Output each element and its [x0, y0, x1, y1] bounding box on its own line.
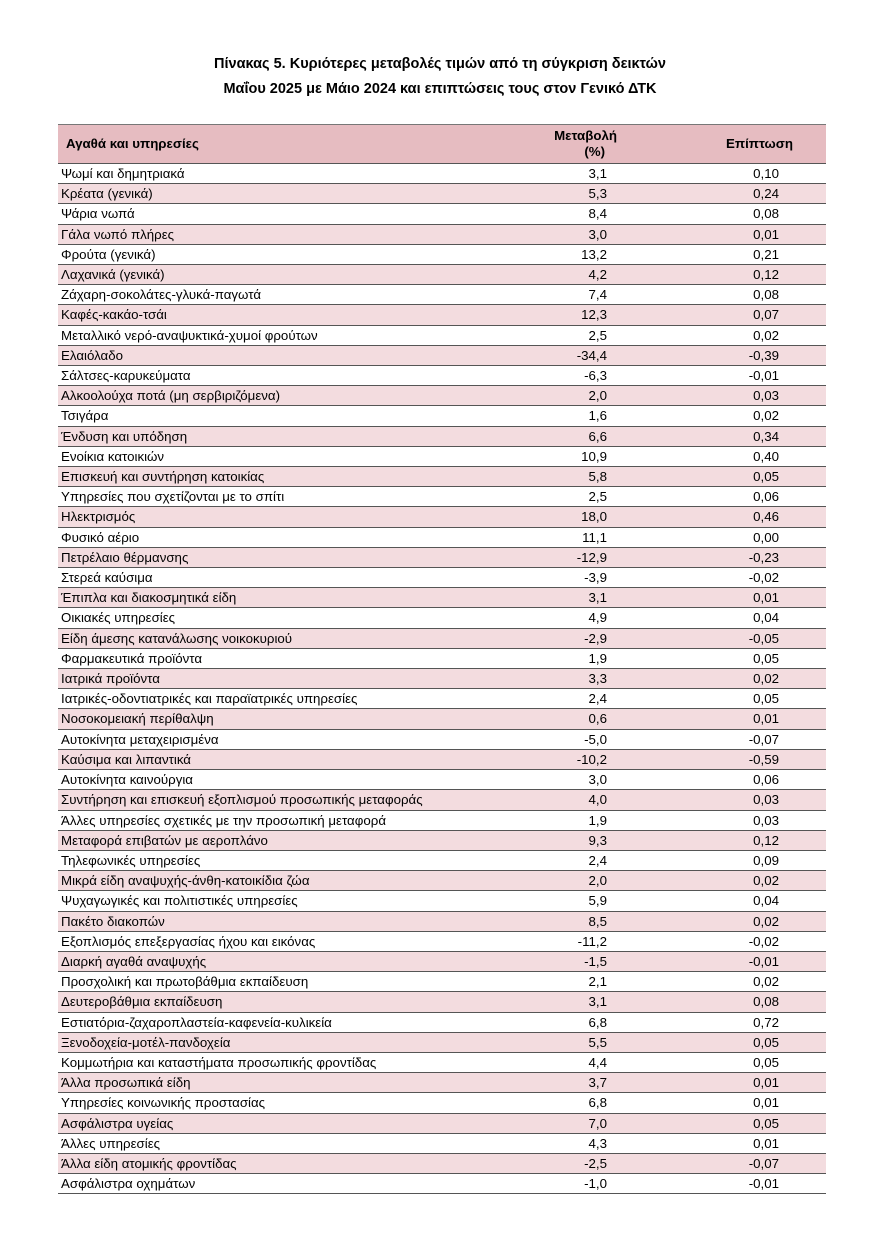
impact-cell: 0,07: [687, 305, 826, 325]
table-row: [58, 628, 826, 648]
item-cell: Επισκευή και συντήρηση κατοικίας: [58, 467, 510, 487]
item-cell: Διαρκή αγαθά αναψυχής: [58, 951, 510, 971]
impact-cell: 0,02: [687, 325, 826, 345]
impact-cell: 0,46: [687, 507, 826, 527]
impact-cell: -0,23: [687, 547, 826, 567]
change-cell: 7,0: [510, 1113, 687, 1133]
impact-cell: -0,01: [687, 951, 826, 971]
impact-cell: 0,01: [687, 1073, 826, 1093]
item-cell: Καύσιμα και λιπαντικά: [58, 749, 510, 769]
change-cell: -6,3: [510, 366, 687, 386]
item-cell: Ιατρικές-οδοντιατρικές και παραϊατρικές υπηρεσίες: [58, 689, 510, 709]
change-cell: -2,5: [510, 1153, 687, 1173]
item-cell: Αλκοολούχα ποτά (μη σερβιριζόμενα): [58, 386, 510, 406]
change-cell: 7,4: [510, 285, 687, 305]
item-cell: Αυτοκίνητα καινούργια: [58, 770, 510, 790]
table-row: [58, 386, 826, 406]
item-cell: Υπηρεσίες που σχετίζονται με το σπίτι: [58, 487, 510, 507]
table-row: [58, 345, 826, 365]
item-cell: Πετρέλαιο θέρμανσης: [58, 547, 510, 567]
item-cell: Άλλες υπηρεσίες: [58, 1133, 510, 1153]
header-change-unit: (%): [584, 144, 605, 159]
change-cell: 6,8: [510, 1012, 687, 1032]
table-row: [58, 911, 826, 931]
item-cell: Ελαιόλαδο: [58, 345, 510, 365]
table-row: [58, 426, 826, 446]
item-cell: Φυσικό αέριο: [58, 527, 510, 547]
impact-cell: 0,01: [687, 588, 826, 608]
item-cell: Μεταλλικό νερό-αναψυκτικά-χυμοί φρούτων: [58, 325, 510, 345]
item-cell: Ενοίκια κατοικιών: [58, 446, 510, 466]
table-row: [58, 992, 826, 1012]
table-row: [58, 1052, 826, 1072]
change-cell: -34,4: [510, 345, 687, 365]
table-row: [58, 729, 826, 749]
price-changes-table: [58, 124, 826, 1194]
header-item: Αγαθά και υπηρεσίες: [58, 125, 510, 164]
impact-cell: -0,01: [687, 366, 826, 386]
change-cell: 3,0: [510, 770, 687, 790]
table-row: [58, 568, 826, 588]
table-row: [58, 669, 826, 689]
change-cell: 1,9: [510, 648, 687, 668]
impact-cell: 0,03: [687, 386, 826, 406]
item-cell: Συντήρηση και επισκευή εξοπλισμού προσωπικής μεταφοράς: [58, 790, 510, 810]
item-cell: Στερεά καύσιμα: [58, 568, 510, 588]
header-change-label: Μεταβολή: [554, 128, 617, 143]
change-cell: 4,9: [510, 608, 687, 628]
change-cell: -2,9: [510, 628, 687, 648]
change-cell: 6,8: [510, 1093, 687, 1113]
header-impact: Επίπτωση: [687, 125, 826, 164]
change-cell: 4,2: [510, 265, 687, 285]
table-row: [58, 588, 826, 608]
table-row: [58, 204, 826, 224]
item-cell: Φρούτα (γενικά): [58, 244, 510, 264]
table-row: [58, 1153, 826, 1173]
impact-cell: 0,08: [687, 204, 826, 224]
item-cell: Άλλες υπηρεσίες σχετικές με την προσωπική μεταφορά: [58, 810, 510, 830]
impact-cell: 0,02: [687, 911, 826, 931]
change-cell: 5,8: [510, 467, 687, 487]
change-cell: 13,2: [510, 244, 687, 264]
impact-cell: 0,02: [687, 406, 826, 426]
item-cell: Ψωμί και δημητριακά: [58, 164, 510, 184]
change-cell: 3,3: [510, 669, 687, 689]
impact-cell: 0,05: [687, 689, 826, 709]
change-cell: 3,7: [510, 1073, 687, 1093]
change-cell: 5,3: [510, 184, 687, 204]
change-cell: 3,1: [510, 164, 687, 184]
table-row: [58, 1032, 826, 1052]
table-row: [58, 467, 826, 487]
table-row: [58, 1174, 826, 1194]
item-cell: Έπιπλα και διακοσμητικά είδη: [58, 588, 510, 608]
impact-cell: 0,02: [687, 972, 826, 992]
impact-cell: 0,12: [687, 265, 826, 285]
change-cell: 2,4: [510, 850, 687, 870]
table-row: [58, 749, 826, 769]
change-cell: 1,9: [510, 810, 687, 830]
table-row: [58, 164, 826, 184]
item-cell: Ιατρικά προϊόντα: [58, 669, 510, 689]
table-row: [58, 608, 826, 628]
item-cell: Εστιατόρια-ζαχαροπλαστεία-καφενεία-κυλικεία: [58, 1012, 510, 1032]
change-cell: 18,0: [510, 507, 687, 527]
table-row: [58, 547, 826, 567]
item-cell: Ξενοδοχεία-μοτέλ-πανδοχεία: [58, 1032, 510, 1052]
change-cell: 4,0: [510, 790, 687, 810]
item-cell: Άλλα προσωπικά είδη: [58, 1073, 510, 1093]
change-cell: -1,0: [510, 1174, 687, 1194]
table-row: [58, 931, 826, 951]
impact-cell: -0,07: [687, 1153, 826, 1173]
change-cell: -3,9: [510, 568, 687, 588]
item-cell: Μικρά είδη αναψυχής-άνθη-κατοικίδια ζώα: [58, 871, 510, 891]
impact-cell: 0,21: [687, 244, 826, 264]
item-cell: Μεταφορά επιβατών με αεροπλάνο: [58, 830, 510, 850]
item-cell: Ψάρια νωπά: [58, 204, 510, 224]
table-row: [58, 850, 826, 870]
impact-cell: 0,10: [687, 164, 826, 184]
change-cell: 8,5: [510, 911, 687, 931]
table-row: [58, 1113, 826, 1133]
change-cell: 5,5: [510, 1032, 687, 1052]
impact-cell: 0,06: [687, 770, 826, 790]
impact-cell: 0,02: [687, 669, 826, 689]
change-cell: 11,1: [510, 527, 687, 547]
impact-cell: 0,05: [687, 1052, 826, 1072]
impact-cell: 0,01: [687, 224, 826, 244]
item-cell: Λαχανικά (γενικά): [58, 265, 510, 285]
impact-cell: 0,34: [687, 426, 826, 446]
item-cell: Σάλτσες-καρυκεύματα: [58, 366, 510, 386]
item-cell: Πακέτο διακοπών: [58, 911, 510, 931]
impact-cell: 0,12: [687, 830, 826, 850]
item-cell: Δευτεροβάθμια εκπαίδευση: [58, 992, 510, 1012]
item-cell: Γάλα νωπό πλήρες: [58, 224, 510, 244]
change-cell: 2,0: [510, 386, 687, 406]
change-cell: 2,4: [510, 689, 687, 709]
impact-cell: 0,05: [687, 1113, 826, 1133]
change-cell: 4,4: [510, 1052, 687, 1072]
item-cell: Κρέατα (γενικά): [58, 184, 510, 204]
table-row: [58, 972, 826, 992]
item-cell: Ζάχαρη-σοκολάτες-γλυκά-παγωτά: [58, 285, 510, 305]
impact-cell: 0,05: [687, 467, 826, 487]
impact-cell: 0,02: [687, 871, 826, 891]
table-row: [58, 285, 826, 305]
table-row: [58, 1012, 826, 1032]
table-row: [58, 184, 826, 204]
item-cell: Άλλα είδη ατομικής φροντίδας: [58, 1153, 510, 1173]
header-change: [510, 125, 687, 164]
impact-cell: -0,07: [687, 729, 826, 749]
title-line-1: Πίνακας 5. Κυριότερες μεταβολές τιμών από τη σύγκριση δεικτών: [214, 56, 666, 72]
table-row: [58, 951, 826, 971]
change-cell: 0,6: [510, 709, 687, 729]
table-row: [58, 1073, 826, 1093]
header-row: [58, 125, 826, 164]
table-row: [58, 770, 826, 790]
table-row: [58, 224, 826, 244]
item-cell: Νοσοκομειακή περίθαλψη: [58, 709, 510, 729]
change-cell: 2,0: [510, 871, 687, 891]
impact-cell: -0,59: [687, 749, 826, 769]
item-cell: Ασφάλιστρα υγείας: [58, 1113, 510, 1133]
impact-cell: 0,04: [687, 891, 826, 911]
table-row: [58, 366, 826, 386]
change-cell: -5,0: [510, 729, 687, 749]
change-cell: 1,6: [510, 406, 687, 426]
change-cell: 3,1: [510, 992, 687, 1012]
change-cell: 12,3: [510, 305, 687, 325]
table-row: [58, 487, 826, 507]
impact-cell: 0,24: [687, 184, 826, 204]
impact-cell: -0,05: [687, 628, 826, 648]
table-row: [58, 244, 826, 264]
change-cell: 3,1: [510, 588, 687, 608]
impact-cell: -0,39: [687, 345, 826, 365]
impact-cell: 0,01: [687, 1133, 826, 1153]
table-row: [58, 648, 826, 668]
change-cell: 10,9: [510, 446, 687, 466]
impact-cell: 0,04: [687, 608, 826, 628]
table-row: [58, 790, 826, 810]
item-cell: Καφές-κακάο-τσάι: [58, 305, 510, 325]
change-cell: -1,5: [510, 951, 687, 971]
impact-cell: 0,03: [687, 810, 826, 830]
item-cell: Ασφάλιστρα οχημάτων: [58, 1174, 510, 1194]
table-title: [0, 52, 880, 102]
change-cell: 8,4: [510, 204, 687, 224]
item-cell: Κομμωτήρια και καταστήματα προσωπικής φροντίδας: [58, 1052, 510, 1072]
item-cell: Ένδυση και υπόδηση: [58, 426, 510, 446]
table-row: [58, 305, 826, 325]
impact-cell: 0,05: [687, 1032, 826, 1052]
impact-cell: 0,01: [687, 1093, 826, 1113]
impact-cell: 0,03: [687, 790, 826, 810]
table-row: [58, 507, 826, 527]
table-row: [58, 406, 826, 426]
item-cell: Ηλεκτρισμός: [58, 507, 510, 527]
impact-cell: 0,01: [687, 709, 826, 729]
table-row: [58, 709, 826, 729]
impact-cell: -0,02: [687, 931, 826, 951]
item-cell: Οικιακές υπηρεσίες: [58, 608, 510, 628]
table-row: [58, 325, 826, 345]
item-cell: Τσιγάρα: [58, 406, 510, 426]
table-row: [58, 891, 826, 911]
item-cell: Ψυχαγωγικές και πολιτιστικές υπηρεσίες: [58, 891, 510, 911]
impact-cell: -0,02: [687, 568, 826, 588]
impact-cell: 0,00: [687, 527, 826, 547]
title-line-2: Μαΐου 2025 με Μάιο 2024 και επιπτώσεις τους στον Γενικό ΔΤΚ: [223, 81, 657, 97]
table-row: [58, 689, 826, 709]
impact-cell: 0,09: [687, 850, 826, 870]
impact-cell: 0,08: [687, 992, 826, 1012]
table-row: [58, 871, 826, 891]
table-row: [58, 527, 826, 547]
change-cell: 3,0: [510, 224, 687, 244]
table-header: [58, 125, 826, 164]
change-cell: -10,2: [510, 749, 687, 769]
impact-cell: 0,72: [687, 1012, 826, 1032]
table-row: [58, 810, 826, 830]
table-row: [58, 446, 826, 466]
item-cell: Αυτοκίνητα μεταχειρισμένα: [58, 729, 510, 749]
change-cell: 4,3: [510, 1133, 687, 1153]
change-cell: -12,9: [510, 547, 687, 567]
table-row: [58, 1093, 826, 1113]
impact-cell: 0,06: [687, 487, 826, 507]
item-cell: Υπηρεσίες κοινωνικής προστασίας: [58, 1093, 510, 1113]
table-row: [58, 265, 826, 285]
change-cell: 2,1: [510, 972, 687, 992]
table-row: [58, 830, 826, 850]
change-cell: 9,3: [510, 830, 687, 850]
change-cell: 6,6: [510, 426, 687, 446]
table-row: [58, 1133, 826, 1153]
item-cell: Προσχολική και πρωτοβάθμια εκπαίδευση: [58, 972, 510, 992]
item-cell: Είδη άμεσης κατανάλωσης νοικοκυριού: [58, 628, 510, 648]
change-cell: 2,5: [510, 325, 687, 345]
item-cell: Φαρμακευτικά προϊόντα: [58, 648, 510, 668]
change-cell: -11,2: [510, 931, 687, 951]
item-cell: Εξοπλισμός επεξεργασίας ήχου και εικόνας: [58, 931, 510, 951]
impact-cell: 0,40: [687, 446, 826, 466]
item-cell: Τηλεφωνικές υπηρεσίες: [58, 850, 510, 870]
impact-cell: 0,08: [687, 285, 826, 305]
table-body: [58, 164, 826, 1194]
change-cell: 2,5: [510, 487, 687, 507]
impact-cell: 0,05: [687, 648, 826, 668]
impact-cell: -0,01: [687, 1174, 826, 1194]
change-cell: 5,9: [510, 891, 687, 911]
